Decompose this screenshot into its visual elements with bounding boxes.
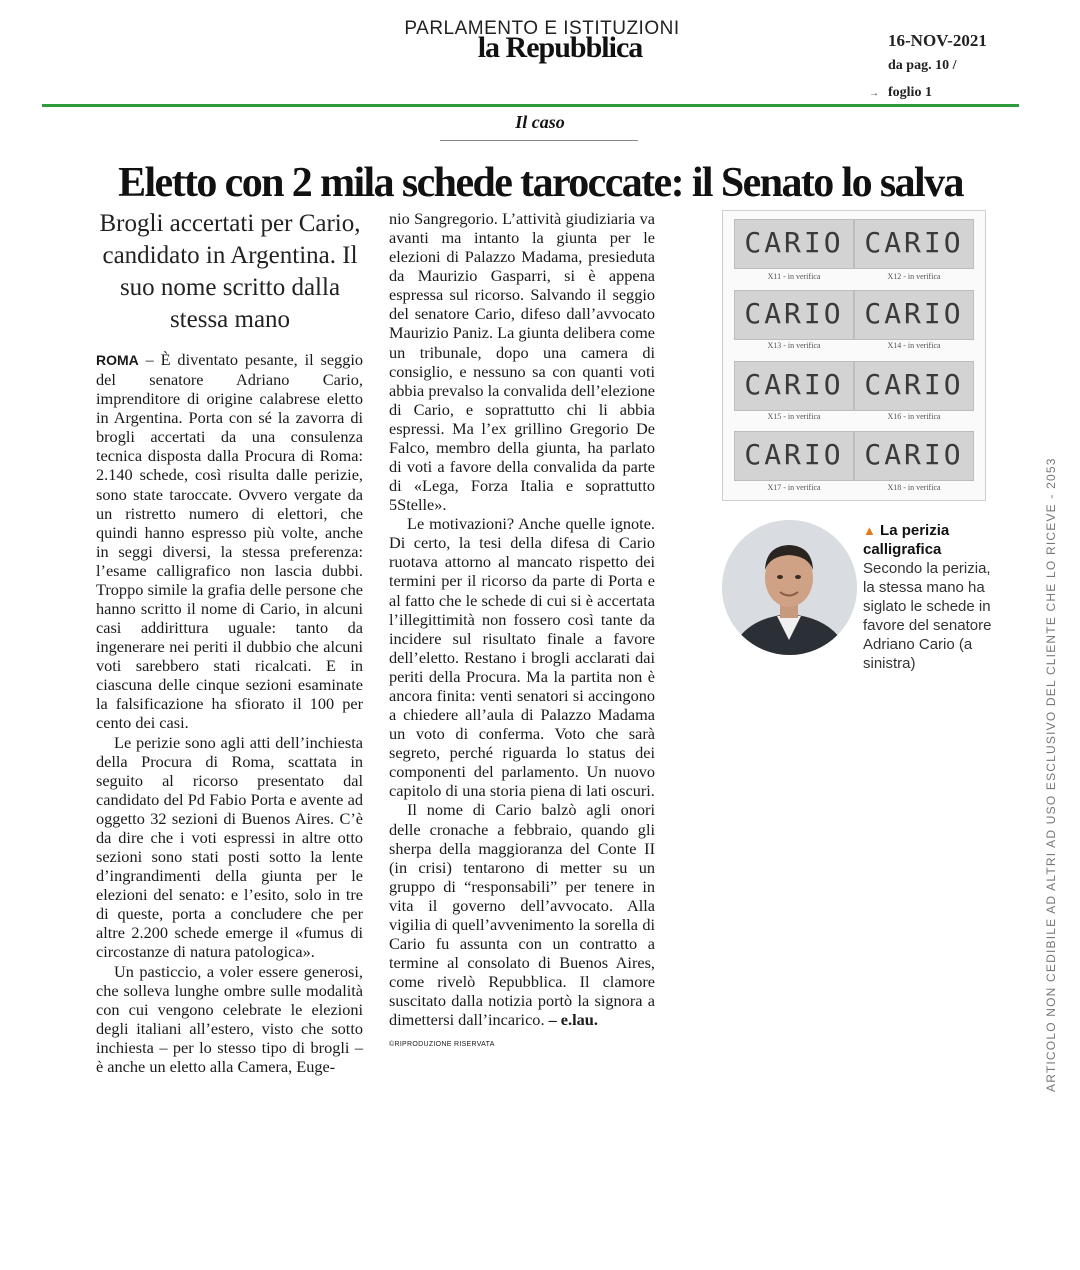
signature-text: CARIO <box>864 438 964 471</box>
triangle-icon: ▲ <box>863 523 876 538</box>
signature-label: X16 - in verifica <box>887 412 941 421</box>
paragraph: Le perizie sono agli atti dell’inchiesta della Procura di Roma, scattata in seguito al ricorso presentato dal candidato del Pd Fabio Porta e avente ad oggetto 32 sezioni di Buenos Aires. C’è da dire che i voti espressi in altre otto sezioni sono stati posti sotto la lente d’ingrandimenti della giunta per le elezioni del senato: e l’esito, solo in tre di queste, porta a concludere che per altre 2.200 schede emerge il «fumus di circostanze di natura patologica». <box>96 732 363 962</box>
handwriting-samples-image <box>722 210 986 501</box>
signature-text: CARIO <box>744 297 844 330</box>
signature-text: CARIO <box>744 368 844 401</box>
paragraph-text: Il nome di Cario balzò agli onori delle cronache a febbraio, quando gli sherpa della maggioranza del Conte II (in crisi) tentarono di metter su un gruppo di “responsabili” per tenere in vita il governo dell’avvocato. Alla vigilia di quell’avvenimento la sorella di Cario fu assunta con un contratto a termine al consolato di Buenos Aires, come rivelò Repubblica. Il clamore suscitato dalla notizia portò la signora a dimettersi dall’incarico. <box>389 800 655 1030</box>
signature-text: CARIO <box>864 368 964 401</box>
paragraph <box>389 800 655 1029</box>
article-subtitle: Brogli accertati per Cario, candidato in Argentina. Il suo nome scritto dalla stessa mano <box>99 210 361 333</box>
caption-body: Secondo la perizia, la stessa mano ha siglato le schede in favore del senatore Adriano Cario (a sinistra) <box>863 560 992 672</box>
signature-sample <box>734 431 854 481</box>
signature-sample <box>734 361 854 411</box>
article-column-1 <box>96 350 363 1076</box>
publication-date: 16-NOV-2021 <box>888 31 987 50</box>
arrow-icon: → <box>869 88 879 99</box>
signature-sample <box>854 219 974 269</box>
signature-text: CARIO <box>744 226 844 259</box>
signature-sample <box>734 219 854 269</box>
portrait-illustration <box>722 520 857 655</box>
sheet-reference: foglio 1 <box>888 85 932 100</box>
signature-label: X15 - in verifica <box>767 412 821 421</box>
dateline: ROMA <box>96 352 139 368</box>
signature-sample <box>854 290 974 340</box>
image-caption <box>863 521 1003 673</box>
signature-label: X11 - in verifica <box>767 272 821 281</box>
signature-sample <box>734 290 854 340</box>
senator-portrait-photo <box>722 520 857 655</box>
header-divider <box>42 104 1019 107</box>
signature-label: X18 - in verifica <box>887 483 941 492</box>
page-reference: da pag. 10 / <box>888 58 957 73</box>
paragraph: Un pasticcio, a voler essere generosi, che solleva lunghe ombre sulle modalità con cui vengono celebrate le elezioni degli italiani all’estero, visto che sotto inchiesta – per lo stesso tipo di brogli – è anche un eletto alla Camera, Euge- <box>96 961 363 1076</box>
paragraph-text: – È diventato pesante, il seggio del senatore Adriano Cario, imprenditore di origine calabrese eletto in Argentina. Porta con sé la zavorra di brogli accertati da una consulenza tecnica disposta dalla Procura di Roma: 2.140 schede, così risulta dalle perizie, sono state taroccate. Ovvero vergate da un ristretto numero di elettori, che quindi hanno espresso più volte, anche in seggi diversi, la stessa preferenza: l’esame calligrafico non lascia dubbi. Troppo simile la grafia delle persone che hanno scritto il nome di Cario, in alcuni casi addirittura uguale: tanto da ingenerare nei periti il dubbio che alcuni voti sarebbero stati ricalcati. E in ciascuna delle cinque sezioni esaminate la falsificazione ha sfiorato il 100 per cento dei casi. <box>96 350 364 733</box>
signature-text: CARIO <box>864 297 964 330</box>
copyright-side-note: ARTICOLO NON CEDIBILE AD ALTRI AD USO ESCLUSIVO DEL CLIENTE CHE LO RICEVE - 2053 <box>1044 457 1058 1092</box>
signature-sample <box>854 361 974 411</box>
copyright-notice: ©RIPRODUZIONE RISERVATA <box>389 1041 495 1049</box>
article-kicker: Il caso <box>515 112 565 132</box>
caption-title: La perizia calligrafica <box>863 522 950 558</box>
signature-label: X14 - in verifica <box>887 341 941 350</box>
byline: – e.lau. <box>548 1010 598 1030</box>
paragraph: Le motivazioni? Anche quelle ignote. Di certo, la tesi della difesa di Cario ruotava attorno al mancato rispetto dei termini per il ricorso da parte di Porta e al fatto che le schede di cui si è accertata l’illegittimità non fossero così tante da incidere sul risultato finale a favore dell’eletto. Restano i brogli acclarati dai periti della Procura. Ma la partita non è ancora finita: venti senatori si accingono a chiedere all’aula di Palazzo Madama un voto di conferma. Voto che sarà segreto, perché riguarda lo status dei componenti del parlamento. Un nuovo capitolo di una storia piena di lati oscuri. <box>389 514 655 801</box>
signature-label: X12 - in verifica <box>887 272 941 281</box>
kicker-divider <box>440 140 638 141</box>
section-label: PARLAMENTO E ISTITUZIONI <box>404 18 680 39</box>
signature-label: X17 - in verifica <box>767 483 821 492</box>
article-headline: Eletto con 2 mila schede taroccate: il Senato lo salva <box>118 160 963 206</box>
paragraph: nio Sangregorio. L’attività giudiziaria va avanti ma intanto la giunta per le elezioni di Palazzo Madama, presieduta da Maurizio Gasparri, si è appena espressa sul ricorso. Salvando il seggio del senatore Cario, difeso dall’avvocato Maurizio Paniz. La giunta delibera come un tribunale, dopo una camera di consiglio, e nessuno sa con quanti voti abbia prevalso la convalida dell’elezione di Cario, e soprattutto chi li abbia espressi. Ma l’ex grillino Gregorio De Falco, membro della giunta, ha parlato di voti a favore della convalida da parte di «Lega, Forza Italia e soprattutto 5Stelle». <box>389 209 655 515</box>
signature-sample <box>854 431 974 481</box>
paragraph <box>96 350 363 733</box>
signature-text: CARIO <box>864 226 964 259</box>
signature-label: X13 - in verifica <box>767 341 821 350</box>
article-column-2 <box>389 209 655 1054</box>
signature-text: CARIO <box>744 438 844 471</box>
masthead-logo: la Repubblica <box>477 31 643 64</box>
